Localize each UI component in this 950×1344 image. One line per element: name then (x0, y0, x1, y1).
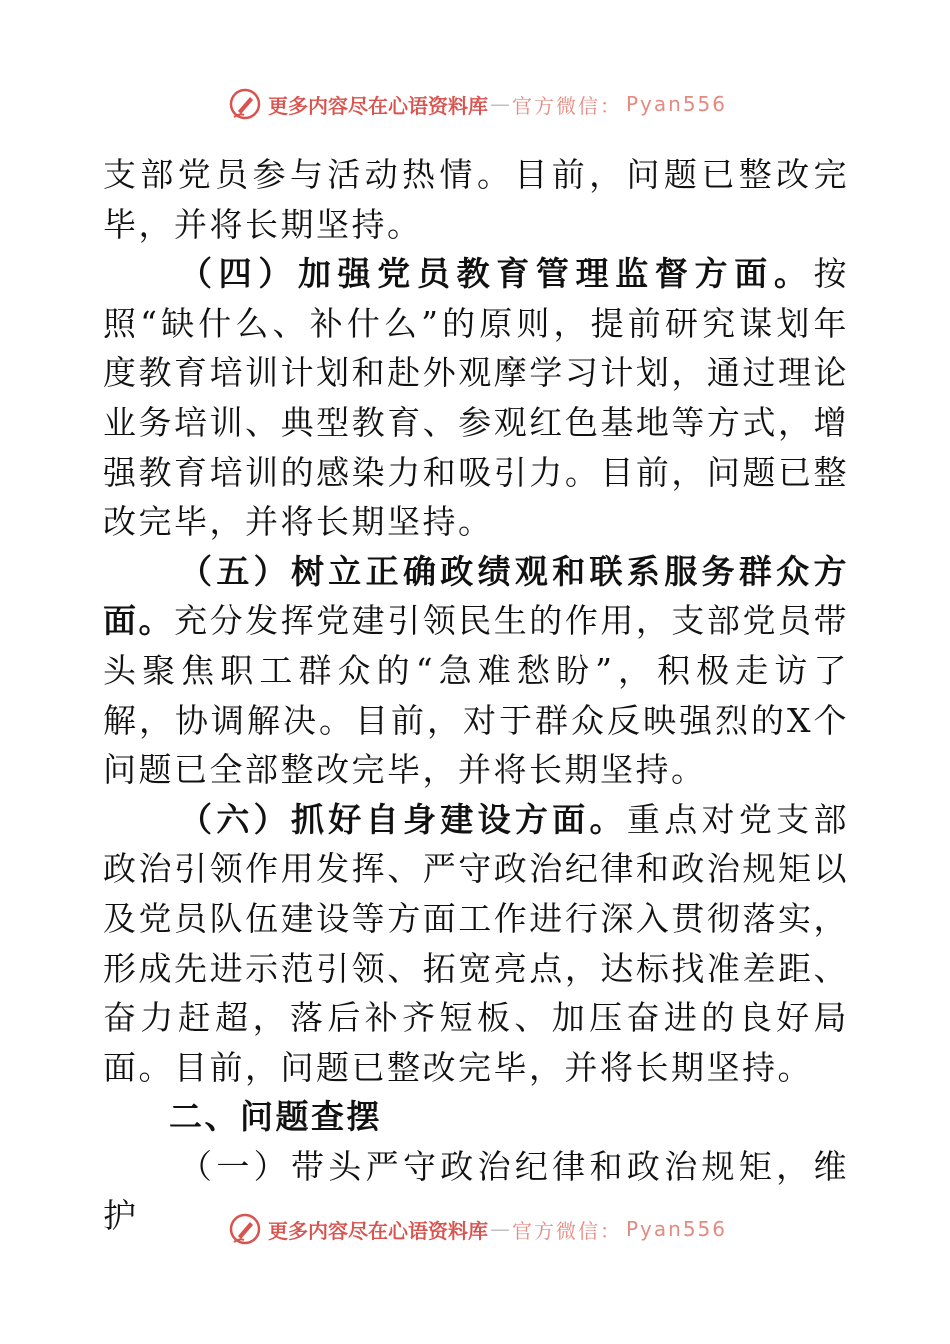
document-body (103, 150, 849, 1241)
watermark-label: 官方微信 (512, 1218, 600, 1243)
paragraph-4-heading: （六）抓好自身建设方面。 (179, 799, 627, 839)
paragraph-2-text: 按照“缺什么、补什么”的原则，提前研究谋划年度教育培训计划和赴外观摩学习计划，通过理论业务培训、典型教育、参观红色基地等方式，增强教育培训的感染力和吸引力。目前，问题已整改完毕，并将长期坚持。 (103, 254, 849, 542)
watermark-label: 官方微信 (512, 93, 600, 118)
watermark-banner-bottom (228, 1209, 727, 1249)
paragraph-5: （一）带头严守政治纪律和政治规矩，维护 (103, 1146, 849, 1236)
watermark-colon: ： (600, 93, 620, 118)
watermark-banner-top (228, 84, 727, 124)
watermark-site: 更多内容尽在心语资料库 (268, 93, 488, 118)
watermark-site: 更多内容尽在心语资料库 (268, 1218, 488, 1243)
watermark-wechat: Pyan556 (626, 92, 728, 116)
pen-nib-icon (228, 87, 262, 121)
pen-nib-icon (228, 1212, 262, 1246)
paragraph-3-heading: （五）树立正确政绩观和联系服务群众方面。 (103, 551, 849, 641)
watermark-colon: ： (600, 1218, 620, 1243)
paragraph-4-text: 重点对党支部政治引领作用发挥、严守政治纪律和政治规矩以及党员队伍建设等方面工作进行深入贯彻落实，形成先进示范引领、拓宽亮点，达标找准差距、奋力赶超，落后补齐短板、加压奋进的良好局面。目前，问题已整改完毕，并将长期坚持。 (103, 799, 850, 1087)
paragraph-1: 支部党员参与活动热情。目前，问题已整改完毕，并将长期坚持。 (103, 155, 849, 244)
watermark-wechat: Pyan556 (626, 1217, 728, 1241)
paragraph-2 (103, 249, 849, 547)
watermark-dash: — (490, 92, 510, 116)
paragraph-2-heading: （四）加强党员教育管理监督方面。 (179, 254, 814, 294)
paragraph-3 (103, 547, 849, 795)
watermark-dash: — (490, 1217, 510, 1241)
section-heading: 二、问题查摆 (169, 1097, 382, 1137)
paragraph-4 (103, 795, 849, 1093)
paragraph-3-text: 充分发挥党建引领民生的作用，支部党员带头聚焦职工群众的“急难愁盼”，积极走访了解，协调解决。目前，对于群众反映强烈的X个问题已全部整改完毕，并将长期坚持。 (103, 601, 850, 790)
